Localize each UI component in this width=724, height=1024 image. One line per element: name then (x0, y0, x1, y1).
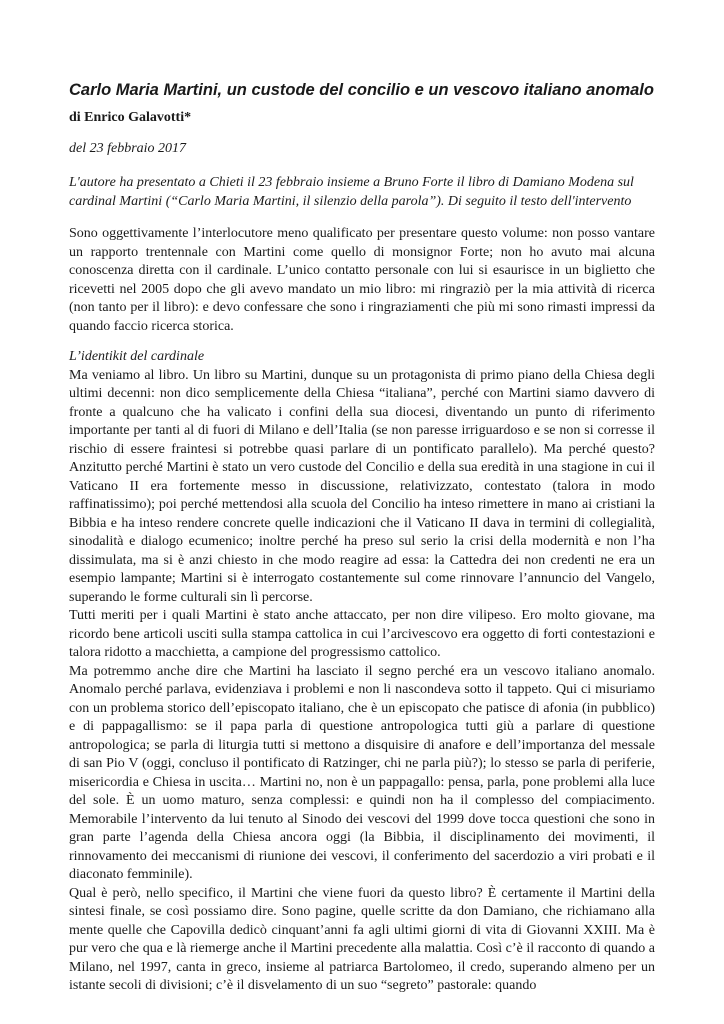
body-paragraph: Ma veniamo al libro. Un libro su Martini, dunque su un protagonista di primo piano della Chiesa degli ultimi decenni: non dico semplicemente della Chiesa “italiana”, perché con Martini siamo davvero di fronte a qualcuno che ha valicato i confini della sua diocesi, diventando un punto di riferimento importante per tanti al di fuori di Milano e dell’Italia (se non paresse irriguardoso e se non si corresse il rischio di essere fraintesi si potrebbe quasi parlare di un pontificato parallelo). Ma perché questo? Anzitutto perché Martini è stato un vero custode del Concilio e della sua eredità in una stagione in cui il Vaticano II era fortemente messo in discussione, relativizzato, contestato (talora in modo raffinatissimo); poi perché mettendosi alla scuola del Concilio ha inteso rimettere in mano ai cristiani la Bibbia e ha inteso rendere concrete quelle indicazioni che il Vaticano II dava in termini di collegialità, sinodalità e dialogo ecumenico; inoltre perché ha preso sul serio la crisi della modernità e non l’ha dissimulata, ma si è anzi chiesto in che modo reagire ad essa: la Cattedra dei non credenti ne era un esempio lampante; Martini si è interrogato costantemente sul come rinnovare l’annuncio del Vangelo, superando le forme culturali sin lì percorse. (69, 367, 655, 605)
body-paragraph: Ma potremmo anche dire che Martini ha lasciato il segno perché era un vescovo italiano anomalo. Anomalo perché parlava, evidenziava i problemi e non li nascondeva sotto il tappeto. Qui ci misuriamo con un problema storico dell’episcopato italiano, che è un episcopato che patisce di afonia (in pubblico) e di pappagallismo: se il papa parla di questione antropologica tutti giù a parlare di questione antropologica; se parla di liturgia tutti si mettono a disquisire di anafore e dell’importanza del messale di san Pio V (oggi, concluso il pontificato di Ratzinger, chi ne parla più?); lo stesso se parla di periferie, misericordia e Chiesa in uscita… Martini no, non è un pappagallo: pensa, parla, pone problemi alla luce del sole. È un uomo maturo, senza complessi: e quindi non ha il complesso del compiacimento. Memorabile l’intervento da lui tenuto al Sinodo dei vescovi del 1999 dove tocca questioni che sono in gran parte l’agenda della Chiesa ancora oggi (la Bibbia, il disciplinamento dei movimenti, il rinnovamento dei meccanismi di riunione dei vescovi, il conferimento del sacerdozio a viri probati e il diaconato femminile). (69, 663, 655, 882)
section-heading: L’identikit del cardinale (69, 349, 205, 364)
body-paragraph: Tutti meriti per i quali Martini è stato anche attaccato, per non dire vilipeso. Ero molto giovane, ma ricordo bene articoli usciti sulla stampa cattolica in cui l’arcivescovo era oggetto di forti contestazioni e talora ridotto a macchietta, a campione del progressismo cattolico. (69, 608, 655, 660)
body-paragraph: Qual è però, nello specifico, il Martini che viene fuori da questo libro? È certamente il Martini della sintesi finale, se così possiamo dire. Sono pagine, quelle scritte da don Damiano, che richiamano alla mente quelle che Capovilla dedicò cinquant’anni fa agli ultimi giorni di vita di Giovanni XXIII. Ma è pur vero che qua e là riemerge anche il Martini precedente alla malattia. Così c’è il racconto di quando a Milano, nel 1997, canta in greco, insieme al patriarca Bartolomeo, il credo, superando almeno per un istante secoli di divisioni; c’è il disvelamento di un suo “segreto” pastorale: quando (69, 885, 655, 993)
article-author: di Enrico Galavotti* (69, 110, 192, 125)
document-page (69, 80, 655, 996)
article-title: Carlo Maria Martini, un custode del concilio e un vescovo italiano anomalo (69, 81, 654, 99)
article-date: del 23 febbraio 2017 (69, 141, 187, 156)
opening-paragraph: Sono oggettivamente l’interlocutore meno qualificato per presentare questo volume: non posso vantare un rapporto trentennale con Martini come quello di monsignor Forte; non ho avuto mai alcuna conoscenza diretta con il cardinale. L’unico contatto personale con lui si esaurisce in un biglietto che ricevetti nel 2005 dopo che gli avevo mandato un mio libro: mi ringraziò per la mia attività di ricerca (non tanto per il libro): e devo confessare che sono i ringraziamenti che più mi sono rimasti impressi da quando faccio ricerca storica. (69, 226, 655, 334)
article-intro: L'autore ha presentato a Chieti il 23 febbraio insieme a Bruno Forte il libro di Damiano Modena sul cardinal Martini (“Carlo Maria Martini, il silenzio della parola”). Di seguito il testo dell'intervento (69, 175, 634, 209)
